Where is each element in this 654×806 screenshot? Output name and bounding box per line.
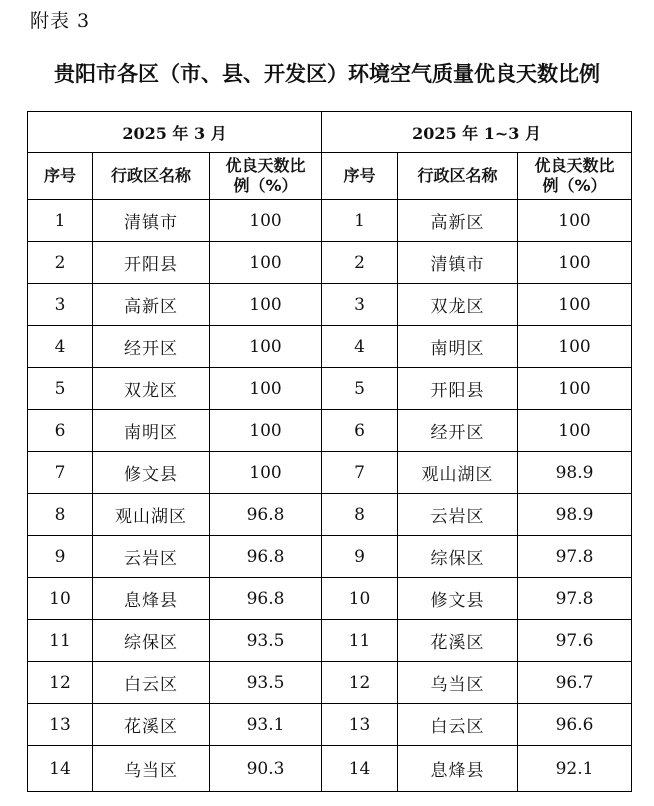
row-number-cell: 5 <box>28 368 93 410</box>
row-number-cell: 9 <box>322 536 398 578</box>
ratio-cell: 98.9 <box>518 452 632 494</box>
district-name-cell: 综保区 <box>93 620 210 662</box>
row-number-cell: 12 <box>322 662 398 704</box>
column-header-name: 行政区名称 <box>398 153 518 200</box>
row-number-cell: 1 <box>322 200 398 242</box>
district-name-cell: 乌当区 <box>93 746 210 792</box>
district-name-cell: 双龙区 <box>398 284 518 326</box>
table-row <box>28 494 632 536</box>
ratio-cell: 100 <box>518 368 632 410</box>
ratio-cell: 100 <box>518 242 632 284</box>
district-name-cell: 高新区 <box>93 284 210 326</box>
table-row <box>28 536 632 578</box>
table-row <box>28 284 632 326</box>
ratio-cell: 100 <box>518 284 632 326</box>
row-number-cell: 2 <box>322 242 398 284</box>
ratio-cell: 96.8 <box>210 536 322 578</box>
row-number-cell: 7 <box>322 452 398 494</box>
district-name-cell: 经开区 <box>398 410 518 452</box>
ratio-cell: 97.8 <box>518 536 632 578</box>
period-header-q1: 2025 年 1~3 月 <box>322 112 632 153</box>
column-header-name: 行政区名称 <box>93 153 210 200</box>
ratio-cell: 96.8 <box>210 578 322 620</box>
row-number-cell: 11 <box>28 620 93 662</box>
ratio-cell: 100 <box>210 200 322 242</box>
row-number-cell: 12 <box>28 662 93 704</box>
ratio-cell: 100 <box>210 242 322 284</box>
ratio-cell: 100 <box>210 410 322 452</box>
ratio-cell: 92.1 <box>518 746 632 792</box>
ratio-cell: 90.3 <box>210 746 322 792</box>
district-name-cell: 花溪区 <box>398 620 518 662</box>
document-title: 贵阳市各区（市、县、开发区）环境空气质量优良天数比例 <box>54 62 600 86</box>
ratio-cell: 100 <box>518 410 632 452</box>
row-number-cell: 7 <box>28 452 93 494</box>
table-row <box>28 704 632 746</box>
row-number-cell: 4 <box>28 326 93 368</box>
ratio-cell: 96.7 <box>518 662 632 704</box>
district-name-cell: 双龙区 <box>93 368 210 410</box>
ratio-cell: 97.8 <box>518 578 632 620</box>
district-name-cell: 云岩区 <box>398 494 518 536</box>
row-number-cell: 14 <box>322 746 398 792</box>
table-row <box>28 746 632 792</box>
district-name-cell: 清镇市 <box>93 200 210 242</box>
ratio-cell: 100 <box>210 326 322 368</box>
column-header-ratio: 优良天数比例（%） <box>210 153 322 200</box>
district-name-cell: 云岩区 <box>93 536 210 578</box>
row-number-cell: 3 <box>28 284 93 326</box>
district-name-cell: 开阳县 <box>93 242 210 284</box>
district-name-cell: 白云区 <box>398 704 518 746</box>
row-number-cell: 6 <box>28 410 93 452</box>
row-number-cell: 10 <box>28 578 93 620</box>
district-name-cell: 修文县 <box>398 578 518 620</box>
ratio-cell: 100 <box>210 368 322 410</box>
district-name-cell: 经开区 <box>93 326 210 368</box>
district-name-cell: 综保区 <box>398 536 518 578</box>
row-number-cell: 1 <box>28 200 93 242</box>
column-header-ratio: 优良天数比例（%） <box>518 153 632 200</box>
column-header-no: 序号 <box>28 153 93 200</box>
column-header-no: 序号 <box>322 153 398 200</box>
ratio-cell: 96.6 <box>518 704 632 746</box>
district-name-cell: 息烽县 <box>93 578 210 620</box>
ratio-cell: 93.5 <box>210 620 322 662</box>
row-number-cell: 5 <box>322 368 398 410</box>
ratio-cell: 100 <box>210 452 322 494</box>
ratio-cell: 93.1 <box>210 704 322 746</box>
table-row <box>28 662 632 704</box>
row-number-cell: 10 <box>322 578 398 620</box>
row-number-cell: 9 <box>28 536 93 578</box>
table-row <box>28 452 632 494</box>
row-number-cell: 3 <box>322 284 398 326</box>
district-name-cell: 息烽县 <box>398 746 518 792</box>
row-number-cell: 2 <box>28 242 93 284</box>
table-row <box>28 242 632 284</box>
ratio-cell: 100 <box>518 200 632 242</box>
district-name-cell: 观山湖区 <box>398 452 518 494</box>
row-number-cell: 11 <box>322 620 398 662</box>
table-row <box>28 410 632 452</box>
district-name-cell: 高新区 <box>398 200 518 242</box>
row-number-cell: 13 <box>28 704 93 746</box>
row-number-cell: 14 <box>28 746 93 792</box>
district-name-cell: 白云区 <box>93 662 210 704</box>
ratio-cell: 98.9 <box>518 494 632 536</box>
district-name-cell: 修文县 <box>93 452 210 494</box>
table-row <box>28 620 632 662</box>
table-row <box>28 578 632 620</box>
row-number-cell: 8 <box>322 494 398 536</box>
district-name-cell: 花溪区 <box>93 704 210 746</box>
district-name-cell: 观山湖区 <box>93 494 210 536</box>
period-header-march: 2025 年 3 月 <box>28 112 322 153</box>
air-quality-table <box>27 111 632 792</box>
district-name-cell: 乌当区 <box>398 662 518 704</box>
ratio-cell: 100 <box>210 284 322 326</box>
table-row <box>28 326 632 368</box>
table-row <box>28 200 632 242</box>
row-number-cell: 6 <box>322 410 398 452</box>
ratio-cell: 97.6 <box>518 620 632 662</box>
appendix-label: 附表 3 <box>30 10 91 32</box>
district-name-cell: 南明区 <box>398 326 518 368</box>
row-number-cell: 4 <box>322 326 398 368</box>
district-name-cell: 南明区 <box>93 410 210 452</box>
district-name-cell: 开阳县 <box>398 368 518 410</box>
table-row <box>28 368 632 410</box>
district-name-cell: 清镇市 <box>398 242 518 284</box>
ratio-cell: 93.5 <box>210 662 322 704</box>
ratio-cell: 96.8 <box>210 494 322 536</box>
row-number-cell: 13 <box>322 704 398 746</box>
ratio-cell: 100 <box>518 326 632 368</box>
row-number-cell: 8 <box>28 494 93 536</box>
